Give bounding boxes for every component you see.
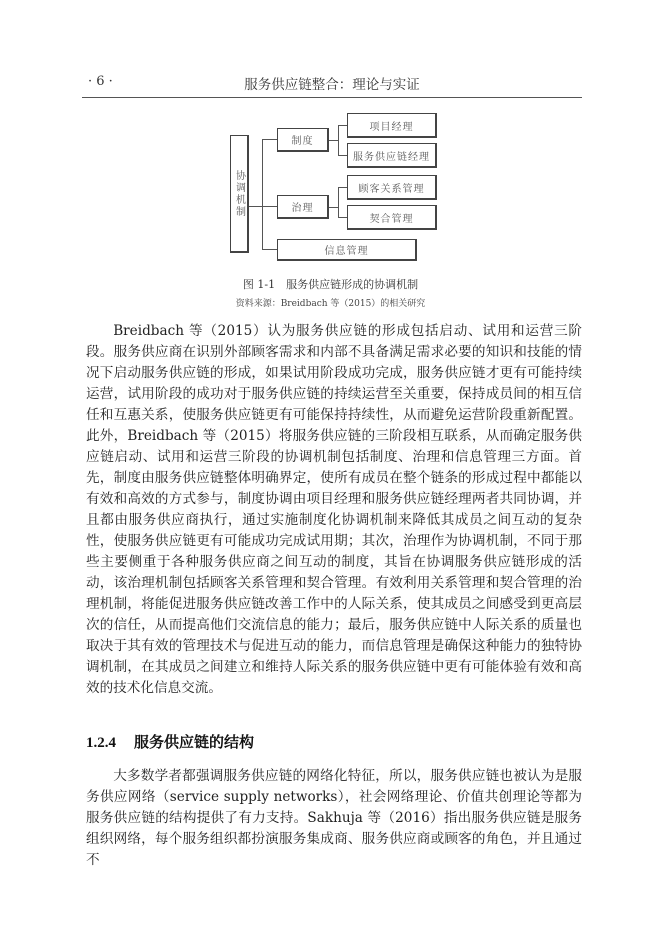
diagram-leaf-ssc-manager: 服务供应链经理 — [347, 143, 437, 168]
connector-line — [249, 206, 262, 207]
section-number: 1.2.4 — [86, 735, 116, 751]
diagram-root-box: 协调机制 — [230, 135, 249, 253]
diagram-branch-institution: 制度 — [277, 128, 329, 152]
connector-line — [338, 125, 347, 126]
connector-line — [338, 217, 347, 218]
diagram-branch-information-management: 信息管理 — [277, 239, 417, 261]
figure-caption: 图 1-1 服务供应链形成的协调机制 — [242, 278, 419, 291]
connector-line — [262, 206, 277, 207]
section-title: 服务供应链的结构 — [134, 733, 255, 751]
connector-line — [329, 207, 338, 208]
connector-line — [262, 249, 277, 250]
connector-line — [338, 155, 347, 156]
connector-line — [338, 187, 347, 188]
connector-line — [338, 187, 339, 218]
connector-line — [262, 139, 277, 140]
figure-source: 资料来源：Breidbach 等（2015）的相关研究 — [235, 299, 426, 309]
diagram-leaf-customer-relationship-management: 顾客关系管理 — [347, 175, 437, 200]
diagram-branch-governance: 治理 — [277, 195, 329, 219]
page-number: · 6 · — [88, 74, 113, 89]
connector-line — [338, 125, 339, 156]
connector-line — [329, 140, 338, 141]
body-paragraph: 大多数学者都强调服务供应链的网络化特征，所以，服务供应链也被认为是服务供应网络（service supply networks），社会网络理论、价值共创理论等都为服务供应链的结构提供了有力支持。Sakhuja 等（2016）指出服务供应链是服务组织网络，每个服务组织都扮演服务集成商、服务供应商或顾客的角色，并且通过不 — [86, 768, 582, 868]
body-paragraph: Breidbach 等（2015）认为服务供应链的形成包括启动、试用和运营三阶段。服务供应商在识别外部顾客需求和内部不具备满足需求必要的知识和技能的情况下启动服务供应链的形成，如果试用阶段成功完成，服务供应链才更有可能持续运营，试用阶段的成功对于服务供应链的持续运营至关重要，保持成员间的相互信任和互惠关系，使服务供应链更有可能保持持续性，从而避免运营阶段重新配置。此外，Breidbach 等（2015）将服务供应链的三阶段相互联系，从而确定服务供应链启动、试用和运营三阶段的协调机制包括制度、治理和信息管理三方面。首先，制度由服务供应链整体明确界定，使所有成员在整个链条的形成过程中都能以有效和高效的方式参与，制度协调由项目经理和服务供应链经理两者共同协调，并且都由服务供应商执行，通过实施制度化协调机制来降低其成员之间互动的复杂性，使服务供应链更有可能成功完成试用期；其次，治理作为协调机制，不同于那些主要侧重于各种服务供应商之间互动的制度，其旨在协调服务供应链形成的活动，该治理机制包括顾客关系管理和契合管理。有效利用关系管理和契合管理的治理机制，将能促进服务供应链改善工作中的人际关系，使其成员之间感受到更高层次的信任，从而提高他们交流信息的能力；最后，服务供应链中人际关系的质量也取决于其有效的管理技术与促进互动的能力，而信息管理是确保这种能力的独特协调机制，在其成员之间建立和维持人际关系的服务供应链中更有可能体验有效和高效的技术化信息交流。 — [86, 323, 582, 696]
running-title: 服务供应链整合：理论与实证 — [244, 77, 420, 93]
connector-line — [262, 139, 263, 250]
coordination-mechanism-diagram — [0, 0, 661, 275]
section-heading — [86, 731, 254, 752]
diagram-leaf-project-manager: 项目经理 — [347, 113, 437, 138]
diagram-leaf-engagement-management: 契合管理 — [347, 205, 437, 230]
